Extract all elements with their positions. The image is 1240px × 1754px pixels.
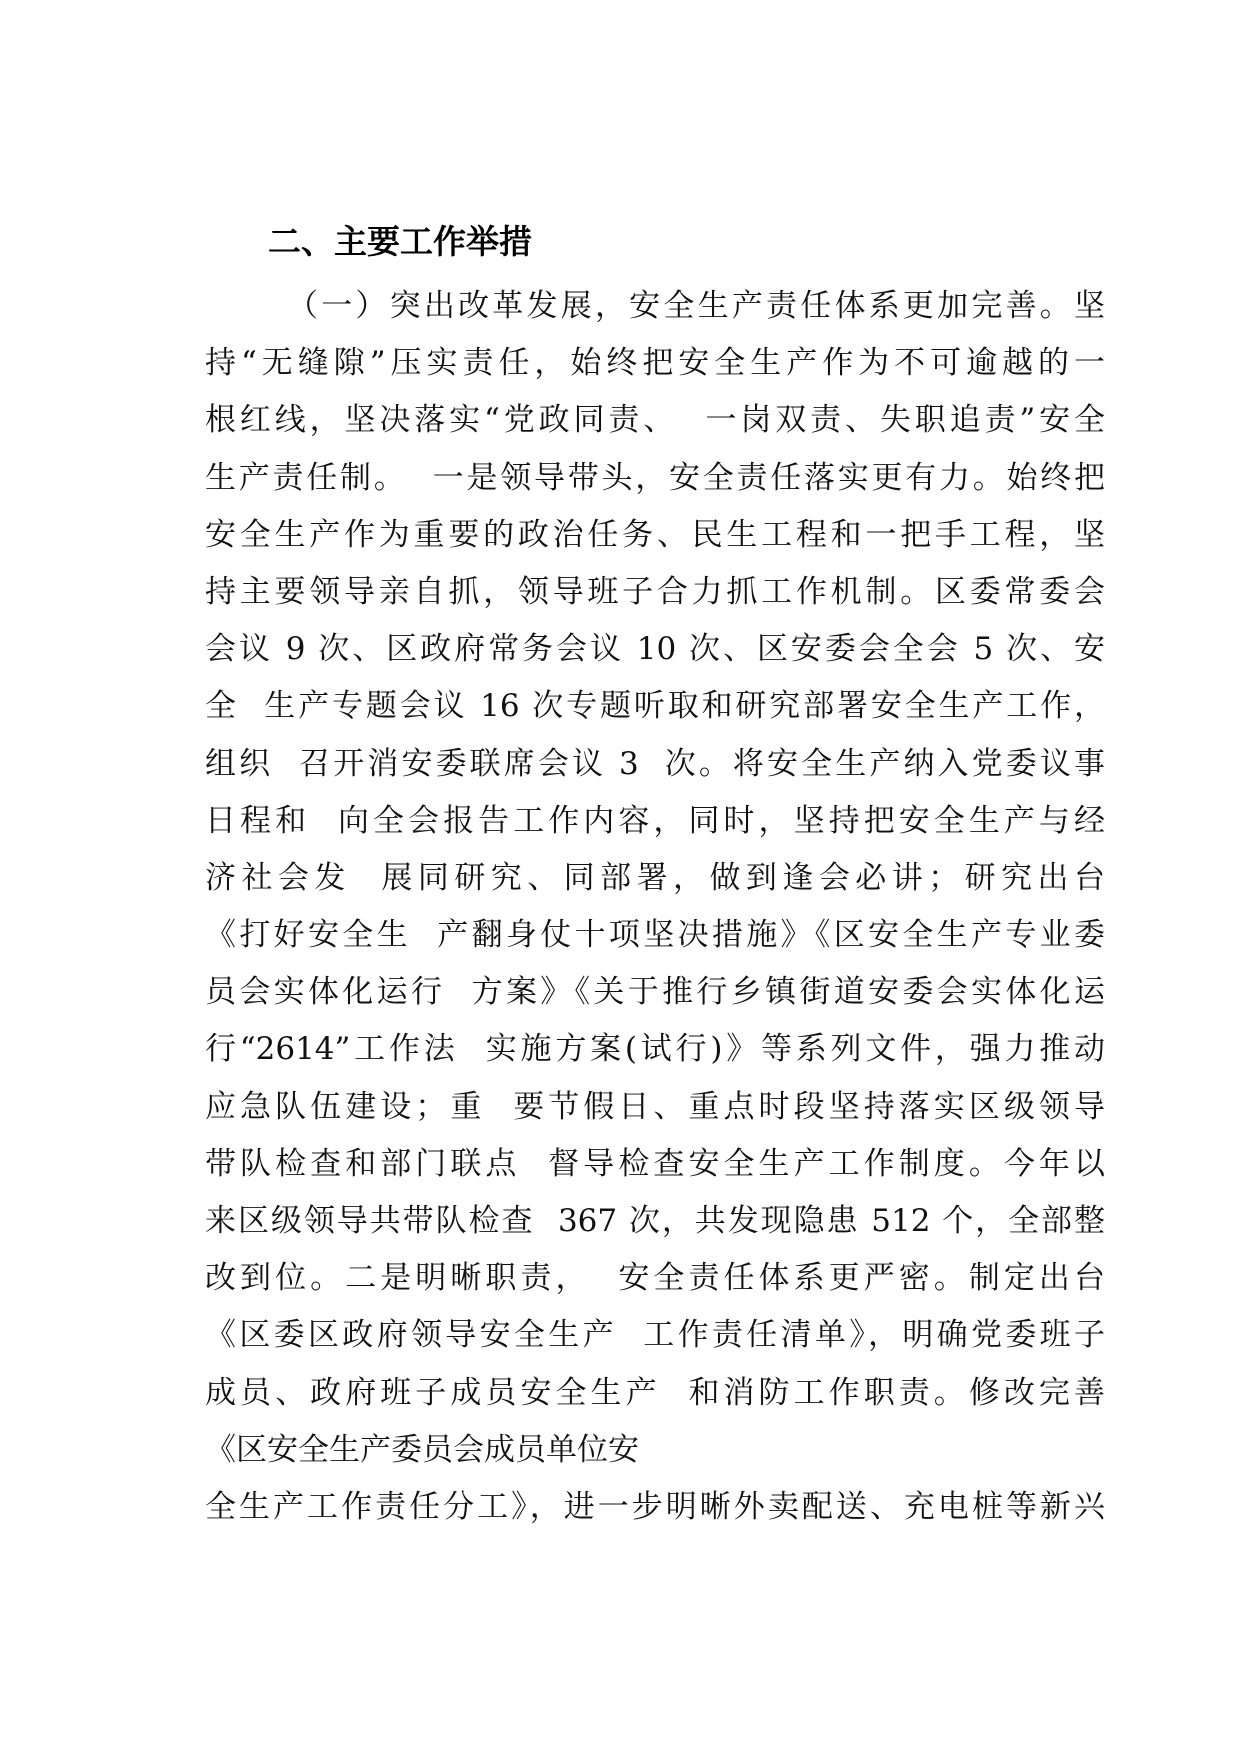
text-line: 安全生产作为重要的政治任务、民生工程和一把手工程，坚 xyxy=(205,516,1105,553)
text-line: 行“2614”工作法 实施方案(试行)》等系列文件，强力推动 xyxy=(205,1031,1105,1068)
text-line: 员会实体化运行 方案》《关于推行乡镇街道安委会实体化运 xyxy=(205,974,1105,1011)
text-line: 应急队伍建设；重 要节假日、重点时段坚持落实区级领导 xyxy=(205,1088,1105,1125)
text-line: 生产责任制。 一是领导带头，安全责任落实更有力。始终把 xyxy=(205,459,1105,496)
text-line: 全生产工作责任分工》，进一步明晰外卖配送、充电桩等新兴 xyxy=(205,1488,1105,1525)
text-line: 改到位。二是明晰职责， 安全责任体系更严密。制定出台 xyxy=(205,1260,1105,1297)
text-line: 《区委区政府领导安全生产 工作责任清单》，明确党委班子 xyxy=(205,1317,1105,1354)
text-line: 根红线，坚决落实“党政同责、 一岗双责、失职追责”安全 xyxy=(205,402,1105,439)
text-line: 日程和 向全会报告工作内容，同时，坚持把安全生产与经 xyxy=(205,802,1105,839)
text-line: 《区安全生产委员会成员单位安 xyxy=(205,1431,639,1468)
body-paragraph xyxy=(205,278,1105,1536)
text-line: 全 生产专题会议 16 次专题听取和研究部署安全生产工作， xyxy=(205,688,1105,725)
text-line: 持“无缝隙”压实责任，始终把安全生产作为不可逾越的一 xyxy=(205,345,1105,382)
section-heading: 二、主要工作举措 xyxy=(268,222,532,261)
text-line: 带队检查和部门联点 督导检查安全生产工作制度。今年以 xyxy=(205,1145,1105,1182)
text-line: 济社会发 展同研究、同部署，做到逢会必讲；研究出台 xyxy=(205,859,1105,896)
text-line: 会议 9 次、区政府常务会议 10 次、区安委会全会 5 次、安 xyxy=(205,631,1105,668)
text-line: 《打好安全生 产翻身仗十项坚决措施》《区安全生产专业委 xyxy=(205,917,1105,954)
text-line: 来区级领导共带队检查 367 次，共发现隐患 512 个，全部整 xyxy=(205,1203,1105,1239)
text-line: 持主要领导亲自抓，领导班子合力抓工作机制。区委常委会 xyxy=(205,573,1105,610)
text-line: 成员、政府班子成员安全生产 和消防工作职责。修改完善 xyxy=(205,1374,1105,1411)
text-line: （一）突出改革发展，安全生产责任体系更加完善。坚 xyxy=(287,288,1105,324)
text-line: 组织 召开消安委联席会议 3 次。将安全生产纳入党委议事 xyxy=(205,745,1105,782)
